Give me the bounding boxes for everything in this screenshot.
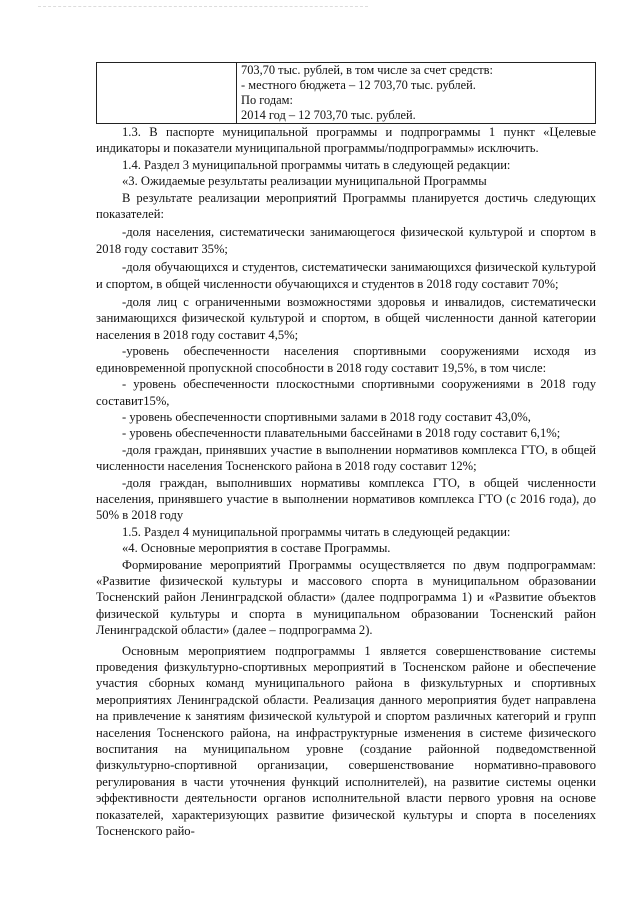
indicator-item: -доля лиц с ограниченными возможностями здоровья и инвалидов, систематически занимающихся физической культурой и спортом, в общей численности данной категории населения в 2018 году составит 4,5%;	[96, 295, 596, 342]
indicator-subitem: - уровень обеспеченности плавательными бассейнами в 2018 году составит 6,1%;	[122, 426, 561, 441]
indicator-item: -доля населения, систематически занимающегося физической культурой и спортом в 2018 году составит 35%;	[96, 225, 596, 256]
indicator-item: -доля обучающихся и студентов, систематически занимающихся физической культурой и спортом, в общей численности обучающихся и студентов в 2018 году составит 70%;	[96, 260, 596, 291]
section-3-heading: «3. Ожидаемые результаты реализации муниципальной Программы	[122, 174, 487, 189]
budget-table	[96, 62, 596, 124]
table-cell-line: 703,70 тыс. рублей, в том числе за счет средств:	[241, 63, 493, 77]
paragraph-formation: Формирование мероприятий Программы осуществляется по двум подпрограммам: «Развитие физической культуры и массового спорта в муниципальном образовании Тосненский район Ленинградской области» (далее подпрограмма 1) и «Развитие объектов физической культуры и спорта в муниципальном образовании Тосненский район Ленинградской области» (далее – подпрограмма 2).	[96, 557, 596, 638]
table-cell-line: - местного бюджета – 12 703,70 тыс. рублей.	[241, 78, 476, 92]
paragraph-intro: В результате реализации мероприятий Программы планируется достичь следующих показателей:	[96, 190, 596, 222]
scan-artifact	[38, 0, 368, 7]
table-cell-value	[237, 63, 596, 124]
document-page	[96, 62, 596, 839]
document-body	[96, 124, 596, 839]
indicator-item: -доля граждан, выполнивших нормативы комплекса ГТО, в общей численности населения, принявшего участие в выполнении нормативов комплекса ГТО (с 2016 года), до 50% в 2018 году	[96, 475, 596, 523]
indicator-item: -доля граждан, принявших участие в выполнении нормативов комплекса ГТО, в общей численности населения Тосненского района в 2018 году составит 12%;	[96, 442, 596, 474]
paragraph-1-3: 1.3. В паспорте муниципальной программы и подпрограммы 1 пункт «Целевые индикаторы и показатели муниципальной программы/подпрограммы» исключить.	[96, 125, 596, 156]
paragraph-1-5: 1.5. Раздел 4 муниципальной программы читать в следующей редакции:	[122, 524, 511, 539]
indicator-subitem: - уровень обеспеченности плоскостными спортивными сооружениями в 2018 году составит15%,	[96, 377, 596, 408]
table-row	[97, 63, 596, 124]
indicator-subitem: - уровень обеспеченности спортивными залами в 2018 году составит 43,0%,	[122, 409, 531, 424]
paragraph-1-4: 1.4. Раздел 3 муниципальной программы читать в следующей редакции:	[122, 157, 511, 172]
section-4-heading: «4. Основные мероприятия в составе Программы.	[122, 541, 391, 556]
table-cell-label	[97, 63, 237, 124]
table-cell-line: 2014 год – 12 703,70 тыс. рублей.	[241, 108, 416, 122]
table-cell-line: По годам:	[241, 93, 293, 107]
paragraph-main-activity: Основным мероприятием подпрограммы 1 является совершенствование системы проведения физкультурно-спортивных мероприятий в Тосненском районе и обеспечение участия сборных команд муниципального района в физкультурных и спортивных мероприятиях Ленинградской области. Реализация данного мероприятия будет направлена на привлечение к занятиям физической культурой и спортом различных категорий и групп населения Тосненского района, на инфраструктурные изменения в системе физического воспитания на муниципальном уровне (создание районной подведомственной физкультурно-спортивной организации, совершенствование нормативно-правового регулирования в части уточнения функций исполнителей), на развитие системы оценки эффективности деятельности органов исполнительной власти первого уровня на основе показателей, характеризующих развитие физической культуры и спорта в поселениях Тосненского райо-	[96, 643, 596, 839]
indicator-item: -уровень обеспеченности населения спортивными сооружениями исходя из единовременной пропускной способности в 2018 году составит 19,5%, в том числе:	[96, 344, 596, 375]
